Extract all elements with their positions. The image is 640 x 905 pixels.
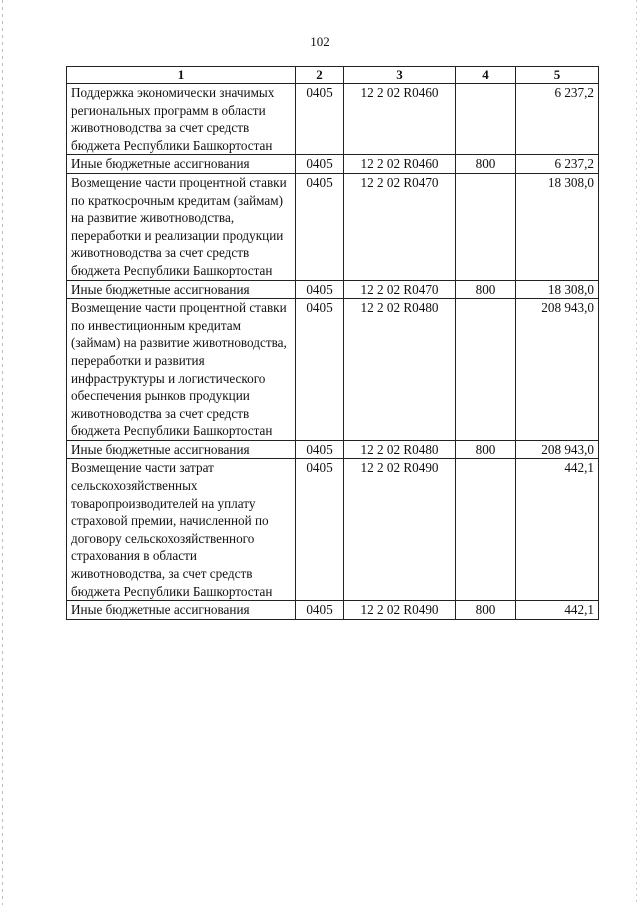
row-section: 0405 (296, 173, 344, 280)
row-amount: 6 237,2 (516, 155, 599, 174)
header-col-4: 4 (456, 67, 516, 84)
table-row (67, 173, 599, 280)
header-col-5: 5 (516, 67, 599, 84)
row-type (456, 459, 516, 601)
row-section: 0405 (296, 299, 344, 441)
row-section: 0405 (296, 459, 344, 601)
row-target: 12 2 02 R0460 (344, 155, 456, 174)
row-section: 0405 (296, 84, 344, 155)
scan-edge-right (636, 0, 637, 905)
header-col-1: 1 (67, 67, 296, 84)
row-type (456, 84, 516, 155)
budget-table (66, 66, 599, 620)
row-amount: 208 943,0 (516, 440, 599, 459)
table-row (67, 84, 599, 155)
row-type: 800 (456, 440, 516, 459)
row-name: Иные бюджетные ассигнования (67, 440, 296, 459)
table-row (67, 601, 599, 620)
row-section: 0405 (296, 601, 344, 620)
row-target: 12 2 02 R0490 (344, 601, 456, 620)
row-name: Возмещение части затрат сельскохозяйственных товаропроизводителей на уплату страховой премии, начисленной по договору сельскохозяйственного страхования в области животноводства, за счет средств бюджета Республики Башкортостан (67, 459, 296, 601)
row-target: 12 2 02 R0480 (344, 440, 456, 459)
row-amount: 208 943,0 (516, 299, 599, 441)
row-amount: 18 308,0 (516, 173, 599, 280)
table-header-row (67, 67, 599, 84)
row-section: 0405 (296, 155, 344, 174)
row-name: Иные бюджетные ассигнования (67, 601, 296, 620)
scan-edge-left (2, 0, 3, 905)
row-amount: 18 308,0 (516, 280, 599, 299)
row-target: 12 2 02 R0460 (344, 84, 456, 155)
row-name: Иные бюджетные ассигнования (67, 155, 296, 174)
row-type (456, 299, 516, 441)
table-row (67, 280, 599, 299)
row-name: Поддержка экономически значимых региональных программ в области животноводства за счет средств бюджета Республики Башкортостан (67, 84, 296, 155)
row-amount: 6 237,2 (516, 84, 599, 155)
row-section: 0405 (296, 280, 344, 299)
table-row (67, 440, 599, 459)
row-target: 12 2 02 R0470 (344, 173, 456, 280)
row-type: 800 (456, 601, 516, 620)
row-name: Иные бюджетные ассигнования (67, 280, 296, 299)
row-name: Возмещение части процентной ставки по краткосрочным кредитам (займам) на развитие животноводства, переработки и реализации продукции животноводства за счет средств бюджета Республики Башкортостан (67, 173, 296, 280)
row-section: 0405 (296, 440, 344, 459)
row-target: 12 2 02 R0490 (344, 459, 456, 601)
header-col-2: 2 (296, 67, 344, 84)
page-number: 102 (310, 34, 330, 49)
row-amount: 442,1 (516, 459, 599, 601)
table-row (67, 459, 599, 601)
row-target: 12 2 02 R0480 (344, 299, 456, 441)
header-col-3: 3 (344, 67, 456, 84)
row-type: 800 (456, 280, 516, 299)
row-type (456, 173, 516, 280)
row-amount: 442,1 (516, 601, 599, 620)
row-target: 12 2 02 R0470 (344, 280, 456, 299)
table-row (67, 299, 599, 441)
row-name: Возмещение части процентной ставки по инвестиционным кредитам (займам) на развитие животноводства, переработки и развития инфраструктуры и логистического обеспечения рынков продукции животноводства за счет средств бюджета Республики Башкортостан (67, 299, 296, 441)
table-row (67, 155, 599, 174)
row-type: 800 (456, 155, 516, 174)
